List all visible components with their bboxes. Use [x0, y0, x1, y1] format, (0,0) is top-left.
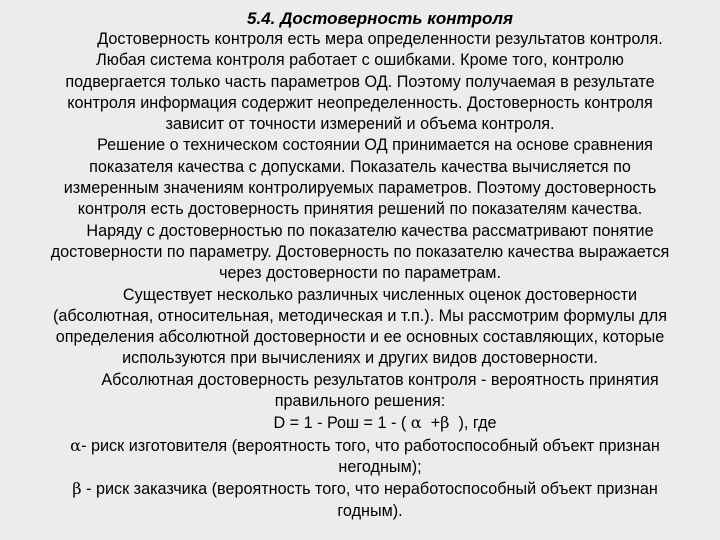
- beta-definition-text: - риск заказчика (вероятность того, что неработоспособный объект признан: [81, 480, 658, 499]
- alpha-definition: [6, 435, 714, 457]
- text-line: (абсолютная, относительная, методическая и т.п.). Мы рассмотрим формулы для: [53, 306, 667, 325]
- beta-definition: [6, 478, 714, 500]
- reliability-formula: [6, 412, 714, 434]
- alpha-definition-text: - риск изготовителя (вероятность того, что работоспособный объект признан: [81, 436, 660, 455]
- section-title: 5.4. Достоверность контроля: [247, 9, 513, 28]
- text-line: Абсолютная достоверность результатов контроля - вероятность принятия: [101, 370, 659, 389]
- text-line: Достоверность контроля есть мера определенности результатов контроля.: [97, 30, 663, 48]
- alpha-symbol: α: [70, 435, 82, 455]
- text-line: правильного решения:: [274, 392, 446, 411]
- formula-plus: +: [430, 414, 441, 433]
- text-line: через достоверности по параметрам.: [219, 264, 501, 283]
- text-line: подвергается только часть параметров ОД. Поэтому получаемая в результате: [65, 72, 655, 91]
- text-line: показателя качества с допусками. Показатель качества вычисляется по: [89, 157, 631, 176]
- beta-symbol: β: [72, 479, 82, 499]
- text-line: Решение о техническом состоянии ОД принимается на основе сравнения: [97, 136, 653, 155]
- text-line: Любая система контроля работает с ошибками. Кроме того, контролю: [96, 51, 624, 70]
- text-line: Наряду с достоверностью по показателю качества рассматривают понятие: [86, 221, 654, 240]
- formula-lhs: D = 1 - Рош = 1 - (: [273, 414, 407, 433]
- text-line: годным).: [337, 501, 403, 520]
- alpha-symbol: α: [410, 413, 422, 433]
- text-line: контроля информация содержит неопределенность. Достоверность контроля: [67, 93, 653, 112]
- text-line: негодным);: [338, 457, 422, 476]
- text-line: используются при вычислениях и других видов достоверности.: [122, 349, 598, 368]
- text-line: контроля есть достоверность принятия решений по показателям качества.: [77, 200, 643, 219]
- text-line: достоверности по параметру. Достоверность по показателю качества выражается: [50, 242, 670, 261]
- formula-rhs: ), где: [458, 414, 497, 433]
- text-line: Существует несколько различных численных оценок достоверности: [122, 285, 638, 304]
- text-line: определения абсолютной достоверности и ее основных составляющих, которые: [55, 328, 665, 347]
- text-line: измеренным значениям контролируемых параметров. Поэтому достоверность: [63, 179, 657, 198]
- beta-symbol: β: [440, 413, 450, 433]
- text-line: зависит от точности измерений и объема контроля.: [165, 115, 555, 134]
